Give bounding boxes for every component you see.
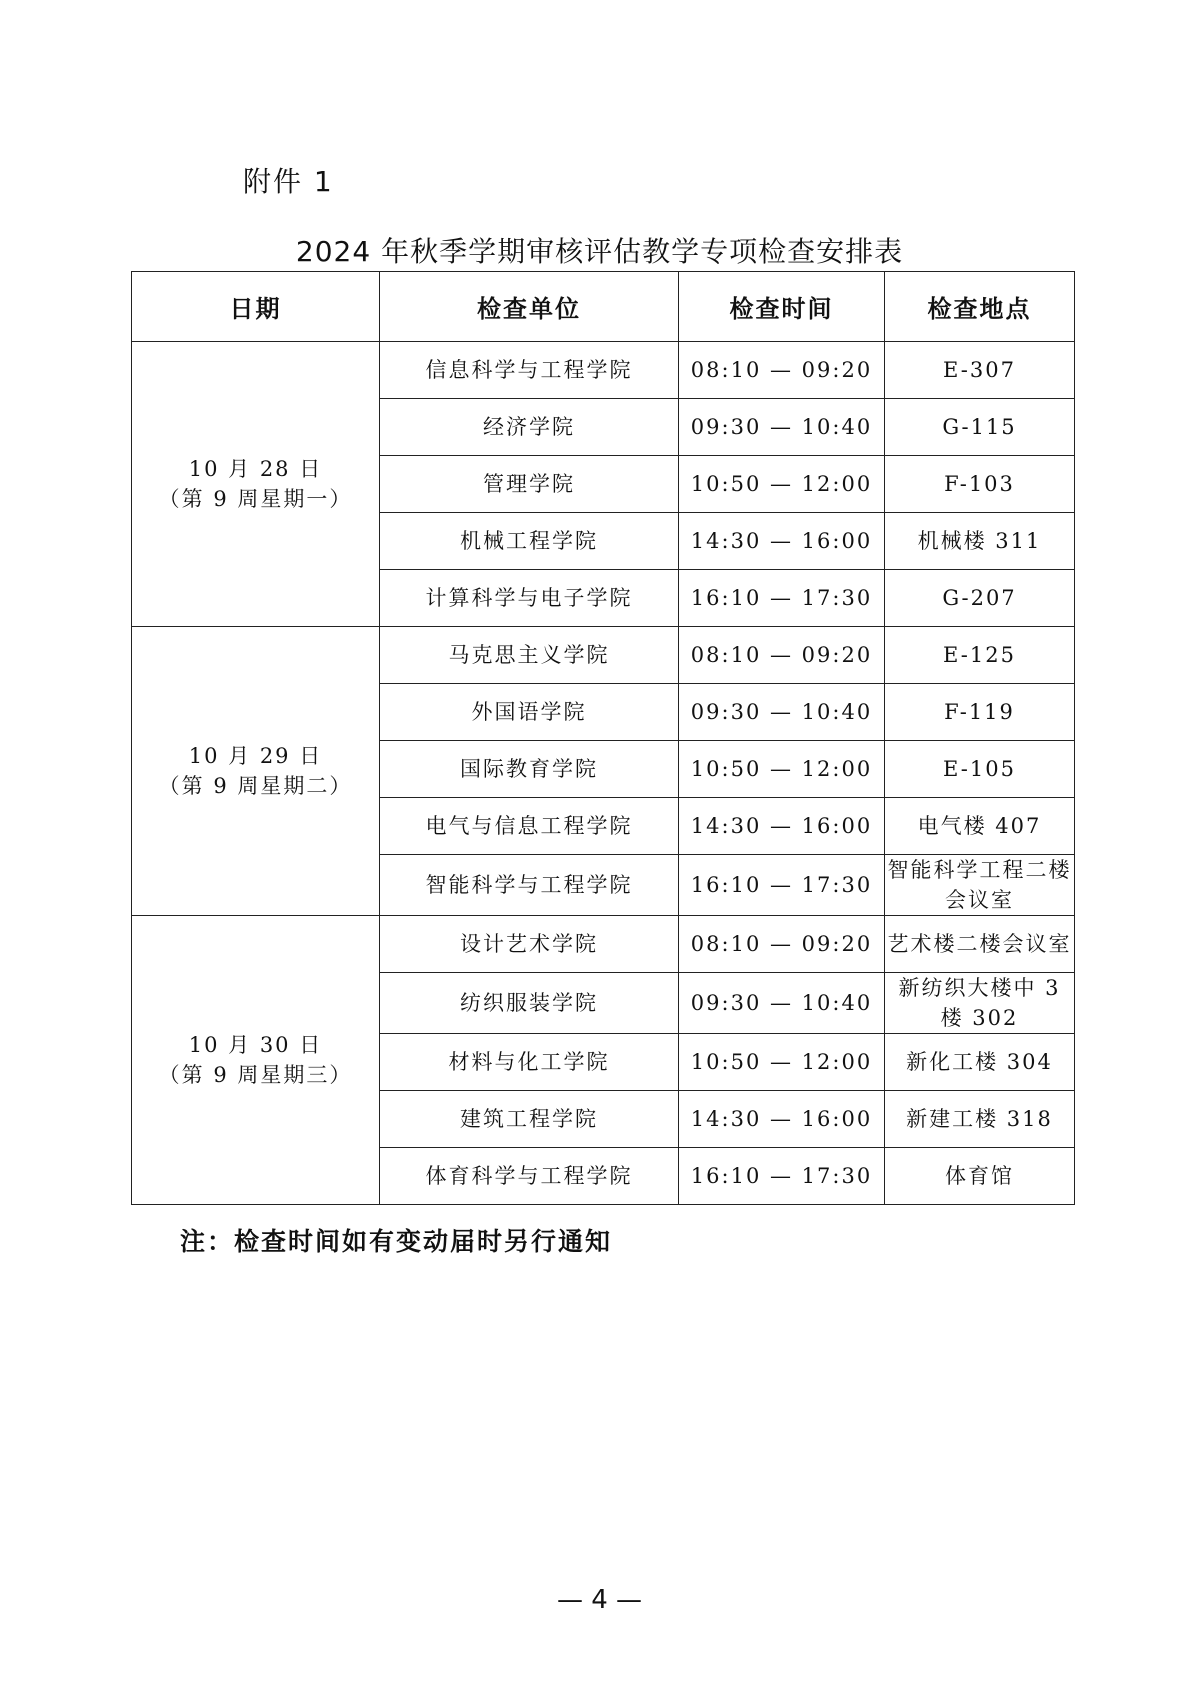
date-text: 10 月 29 日 bbox=[188, 744, 323, 768]
unit-cell: 管理学院 bbox=[380, 456, 679, 513]
place-cell: G-115 bbox=[885, 399, 1075, 456]
date-cell bbox=[132, 342, 380, 627]
time-cell: 09:30 — 10:40 bbox=[679, 399, 885, 456]
unit-cell: 电气与信息工程学院 bbox=[380, 798, 679, 855]
time-cell: 14:30 — 16:00 bbox=[679, 798, 885, 855]
time-cell: 10:50 — 12:00 bbox=[679, 456, 885, 513]
time-cell: 08:10 — 09:20 bbox=[679, 916, 885, 973]
time-cell: 10:50 — 12:00 bbox=[679, 741, 885, 798]
place-cell: 新纺织大楼中 3 楼 302 bbox=[885, 973, 1075, 1034]
place-cell: 新化工楼 304 bbox=[885, 1034, 1075, 1091]
header-date: 日期 bbox=[132, 272, 380, 342]
place-cell: 机械楼 311 bbox=[885, 513, 1075, 570]
date-text: 10 月 30 日 bbox=[188, 1033, 323, 1057]
time-cell: 10:50 — 12:00 bbox=[679, 1034, 885, 1091]
unit-cell: 机械工程学院 bbox=[380, 513, 679, 570]
unit-cell: 经济学院 bbox=[380, 399, 679, 456]
place-cell: 智能科学工程二楼会议室 bbox=[885, 855, 1075, 916]
time-cell: 16:10 — 17:30 bbox=[679, 855, 885, 916]
header-place: 检查地点 bbox=[885, 272, 1075, 342]
unit-cell: 材料与化工学院 bbox=[380, 1034, 679, 1091]
page-number: — 4 — bbox=[556, 1585, 643, 1615]
place-cell: F-103 bbox=[885, 456, 1075, 513]
place-cell: E-105 bbox=[885, 741, 1075, 798]
header-unit: 检查单位 bbox=[380, 272, 679, 342]
table-row bbox=[132, 916, 1075, 973]
date-text: 10 月 28 日 bbox=[188, 457, 323, 481]
unit-cell: 设计艺术学院 bbox=[380, 916, 679, 973]
time-cell: 09:30 — 10:40 bbox=[679, 684, 885, 741]
weekday-text: （第 9 周星期一） bbox=[158, 487, 353, 511]
unit-cell: 外国语学院 bbox=[380, 684, 679, 741]
place-cell: 新建工楼 318 bbox=[885, 1091, 1075, 1148]
header-row bbox=[132, 272, 1075, 342]
table-row bbox=[132, 342, 1075, 399]
footnote: 注：检查时间如有变动届时另行通知 bbox=[180, 1227, 613, 1256]
date-cell bbox=[132, 916, 380, 1205]
weekday-text: （第 9 周星期二） bbox=[158, 774, 353, 798]
time-cell: 09:30 — 10:40 bbox=[679, 973, 885, 1034]
place-cell: E-307 bbox=[885, 342, 1075, 399]
place-cell: 艺术楼二楼会议室 bbox=[885, 916, 1075, 973]
time-cell: 16:10 — 17:30 bbox=[679, 1148, 885, 1205]
document-title: 2024 年秋季学期审核评估教学专项检查安排表 bbox=[295, 235, 904, 268]
unit-cell: 建筑工程学院 bbox=[380, 1091, 679, 1148]
time-cell: 08:10 — 09:20 bbox=[679, 627, 885, 684]
table-row bbox=[132, 627, 1075, 684]
weekday-text: （第 9 周星期三） bbox=[158, 1063, 353, 1087]
unit-cell: 智能科学与工程学院 bbox=[380, 855, 679, 916]
unit-cell: 国际教育学院 bbox=[380, 741, 679, 798]
time-cell: 08:10 — 09:20 bbox=[679, 342, 885, 399]
attachment-label: 附件 1 bbox=[243, 165, 334, 198]
header-time: 检查时间 bbox=[679, 272, 885, 342]
place-cell: G-207 bbox=[885, 570, 1075, 627]
time-cell: 14:30 — 16:00 bbox=[679, 513, 885, 570]
date-cell bbox=[132, 627, 380, 916]
unit-cell: 马克思主义学院 bbox=[380, 627, 679, 684]
place-cell: 电气楼 407 bbox=[885, 798, 1075, 855]
place-cell: E-125 bbox=[885, 627, 1075, 684]
schedule-table bbox=[131, 271, 1075, 1205]
place-cell: F-119 bbox=[885, 684, 1075, 741]
unit-cell: 体育科学与工程学院 bbox=[380, 1148, 679, 1205]
unit-cell: 信息科学与工程学院 bbox=[380, 342, 679, 399]
time-cell: 14:30 — 16:00 bbox=[679, 1091, 885, 1148]
unit-cell: 计算科学与电子学院 bbox=[380, 570, 679, 627]
unit-cell: 纺织服装学院 bbox=[380, 973, 679, 1034]
time-cell: 16:10 — 17:30 bbox=[679, 570, 885, 627]
place-cell: 体育馆 bbox=[885, 1148, 1075, 1205]
